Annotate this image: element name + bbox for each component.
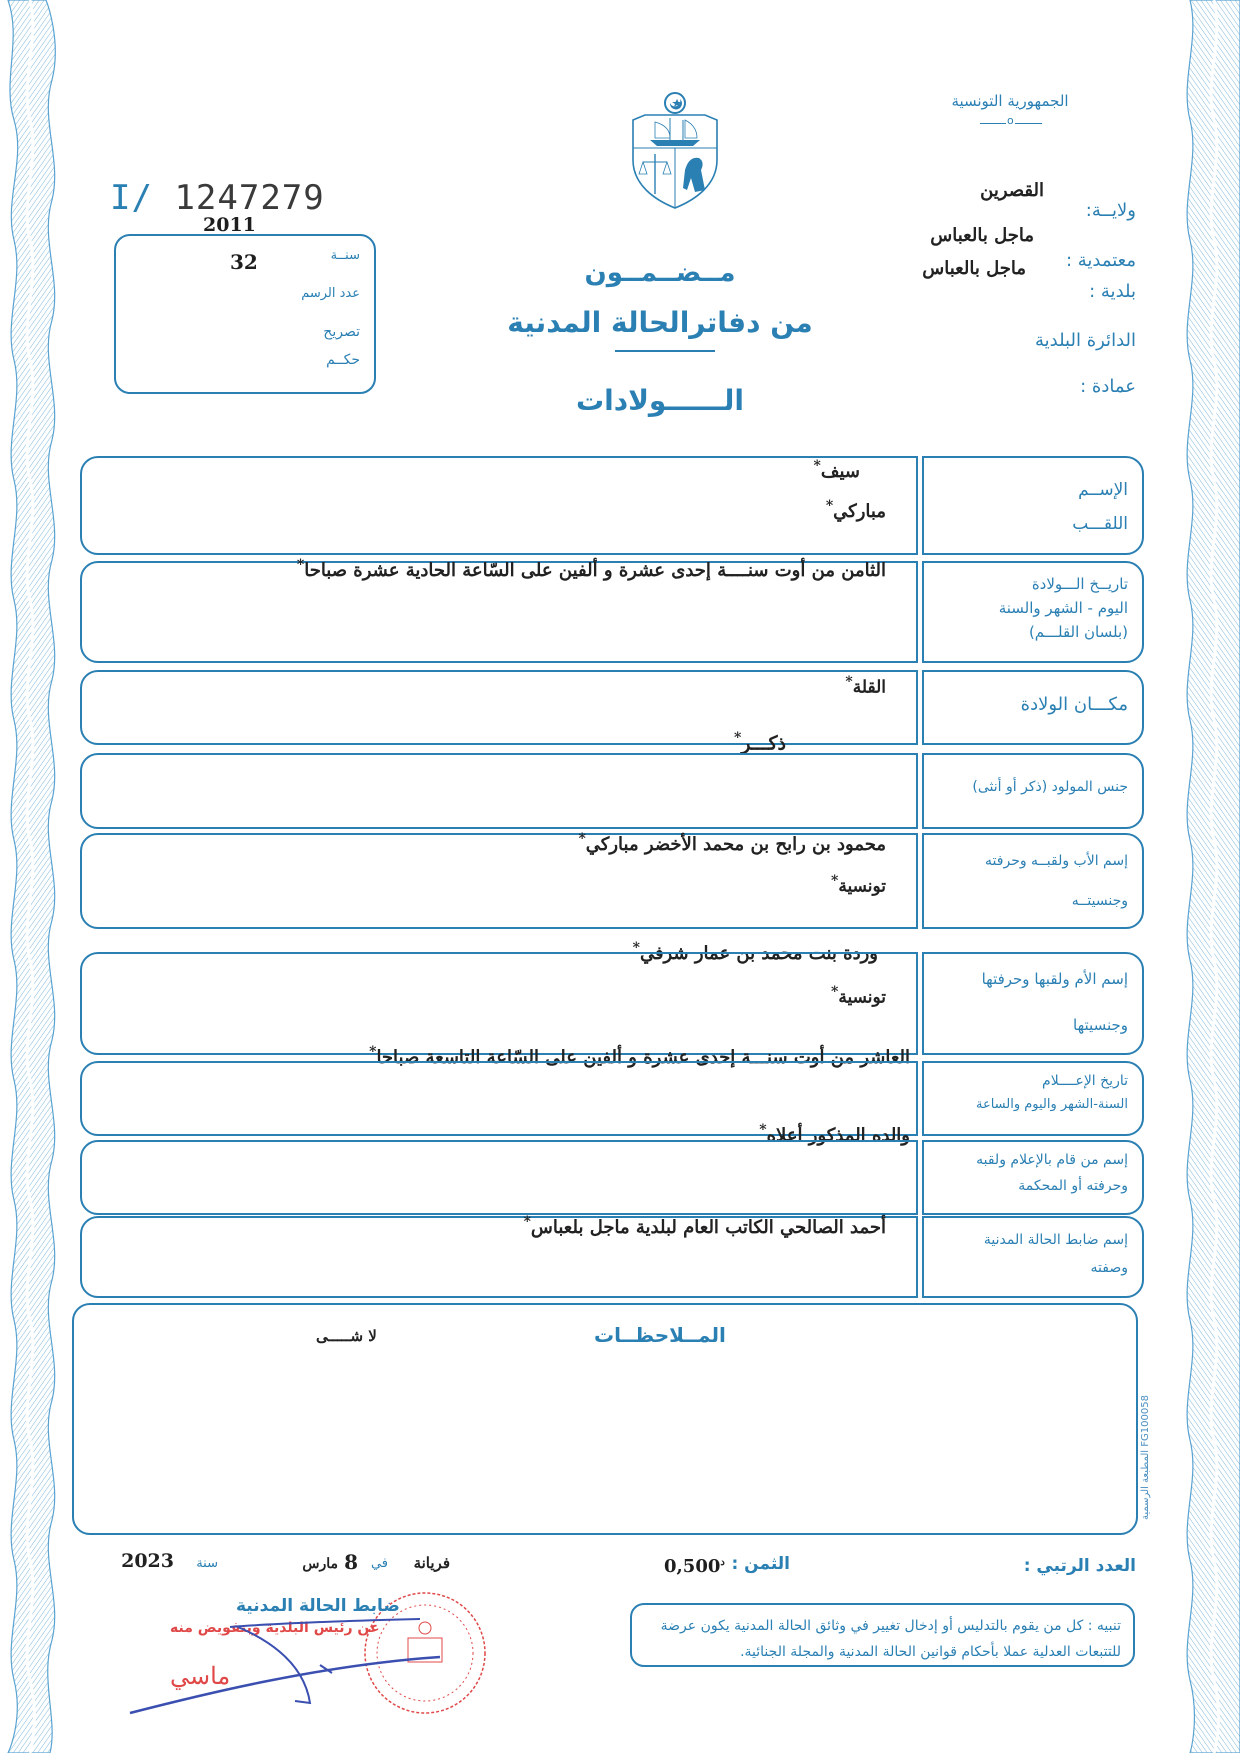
row-name-value-box [80, 456, 918, 555]
issue-year: 2023 [121, 1550, 174, 1572]
price-value: $0,500^د$ [664, 1556, 725, 1577]
row-birthdate-value-box [80, 557, 918, 663]
declarant-label-1: إسم من قام بالإعلام ولقبه [976, 1152, 1128, 1168]
issue-in-label: في [370, 1556, 388, 1571]
row-officer-value-box [80, 1216, 918, 1298]
wilaya-value: القصرين [980, 180, 1044, 201]
ornament-circle: o [1007, 114, 1014, 127]
remarks-box [72, 1303, 1138, 1535]
mother-label-2: وجنسيتها [1073, 1016, 1128, 1034]
issue-date-line [120, 1552, 450, 1582]
printer-mark: المطبعة الرسمية FG100058 [1140, 1395, 1151, 1520]
father-label-1: إسم الأب ولقبــه وحرفته [985, 853, 1128, 869]
officer-value: أحمد الصالحي الكاتب العام لبلدية ماجل بلعباس* [523, 1214, 886, 1238]
declaration-date-label-1: تاريخ الإعــــلام [1042, 1073, 1128, 1089]
mother-label-1: إسم الأم ولقبها وحرفتها [981, 970, 1128, 988]
issue-place: فريانة [413, 1554, 450, 1572]
officer-label-1: إسم ضابط الحالة المدنية [983, 1232, 1128, 1248]
record-box [114, 234, 376, 394]
price-unit: د [720, 1557, 725, 1568]
stamp-delegation-text: عن رئيس البلدية وبتفويض منه [170, 1620, 380, 1636]
registry-number: 1247279 [174, 178, 325, 218]
record-year-label: سنــة [330, 248, 360, 263]
row-declaration-date-label-box [922, 1061, 1144, 1136]
birthdate-label-2: اليوم - الشهر والسنة [998, 599, 1128, 617]
remarks-label: المــلاحظــات [594, 1323, 726, 1347]
father-label-2: وجنسيتــه [1071, 893, 1128, 909]
row-declarant-value-box [80, 1140, 918, 1215]
row-birthplace-value-box [80, 670, 918, 745]
birthplace-label: مكـــان الولادة [1020, 694, 1128, 715]
mother-nationality-value: تونسية* [831, 984, 886, 1008]
registry-prefix: I/ [110, 178, 153, 218]
title-extract: مــضــمــون [584, 258, 736, 288]
row-name-label-box [922, 456, 1144, 555]
name-label: الإســم [1078, 480, 1128, 500]
imada-label: عمادة : [1080, 376, 1136, 397]
title-underline [615, 350, 715, 352]
birthdate-label-3: (بلسان القلـــم) [1028, 623, 1128, 641]
declarant-label-2: وحرفته أو المحكمة [1018, 1178, 1128, 1194]
serial-number-label: العدد الرتبي : [1023, 1556, 1136, 1576]
birthdate-value: الثامن من أوت سنــــة إحدى عشرة و ألفين على السّاعة الحادية عشرة صباحا* [296, 557, 886, 581]
officer-label-2: وصفته [1090, 1260, 1128, 1276]
signature-icon [120, 1615, 440, 1715]
surname-label: اللقـــب [1072, 514, 1128, 534]
republic-title: الجمهورية التونسية [951, 92, 1069, 110]
declarant-value: والده المذكور أعلاه* [759, 1122, 910, 1146]
surname-value: مباركي* [825, 498, 886, 522]
judgment-label: حكــم [326, 352, 360, 368]
row-father-value-box [80, 833, 918, 929]
first-name-value: سيف* [813, 458, 860, 482]
father-name-value: محمود بن رابح بن محمد الأخضر مباركي* [578, 831, 886, 855]
remarks-value: لا شـــــى [316, 1327, 377, 1345]
row-declarant-label-box [922, 1140, 1144, 1215]
birthplace-value: القلة* [845, 674, 886, 698]
row-officer-label-box [922, 1216, 1144, 1298]
act-number-label: عدد الرسم [301, 286, 360, 301]
declaration-label: تصريح [323, 324, 360, 340]
issue-day: 8 [344, 1550, 358, 1574]
mother-name-value: وردة بنت محمد بن عمار شرفي* [632, 940, 878, 964]
row-mother-value-box [80, 952, 918, 1055]
sex-value: ذكـــر* [733, 730, 786, 755]
sex-label: جنس المولود (ذكر أو أنثى) [972, 779, 1128, 795]
declaration-date-value: العاشر من أوت سنـــة إحدى عشرة و ألفين على السّاعة التاسعة صباحا* [369, 1044, 910, 1068]
mootamadia-value: ماجل بالعباس [930, 225, 1034, 246]
daira-label: الدائرة البلدية [1034, 330, 1136, 351]
row-birthdate-label-box [922, 561, 1144, 663]
warning-text: تنبيه : كل من يقوم بالتدليس أو إدخال تغيير في وثائق الحالة المدنية يكون عرضة للتتبعات العدلية عملا بأحكام قوانين الحالة المدنية والمجلة الجنائية. [660, 1618, 1121, 1660]
stamp-signature-name: ماسي [170, 1662, 231, 1690]
republic-ornament [980, 114, 1042, 128]
title-civil-registers: من دفاترالحالة المدنية [507, 306, 813, 339]
row-sex-value-box [80, 753, 918, 829]
declaration-date-label-2: السنة-الشهر واليوم والساعة [975, 1097, 1128, 1112]
row-father-label-box [922, 833, 1144, 929]
birthdate-label-1: تاريــخ الـــولادة [1031, 575, 1128, 593]
row-mother-label-box [922, 952, 1144, 1055]
issue-month: مارس [302, 1556, 338, 1572]
act-number-value: 32 [230, 250, 258, 274]
title-births: الــــــولادات [575, 384, 745, 417]
price-label: الثمن : [731, 1554, 790, 1574]
mootamadia-label: معتمدية : [1065, 250, 1136, 271]
issue-year-label: سنة [196, 1556, 218, 1571]
record-year-value: 2011 [203, 214, 256, 236]
baladia-label: بلدية : [1089, 281, 1136, 302]
row-sex-label-box [922, 753, 1144, 829]
row-birthplace-label-box [922, 670, 1144, 745]
coat-of-arms-icon [625, 90, 725, 210]
guilloche-border-left [0, 0, 64, 1753]
warning-box [630, 1603, 1135, 1667]
guilloche-border-right [1176, 0, 1240, 1753]
wilaya-label: ولايــة: [1085, 200, 1136, 221]
registry-number-line [110, 178, 325, 218]
baladia-value: ماجل بالعباس [922, 258, 1026, 279]
father-nationality-value: تونسية* [831, 873, 886, 897]
officer-title-label: ضابط الحالة المدنية [236, 1596, 400, 1616]
